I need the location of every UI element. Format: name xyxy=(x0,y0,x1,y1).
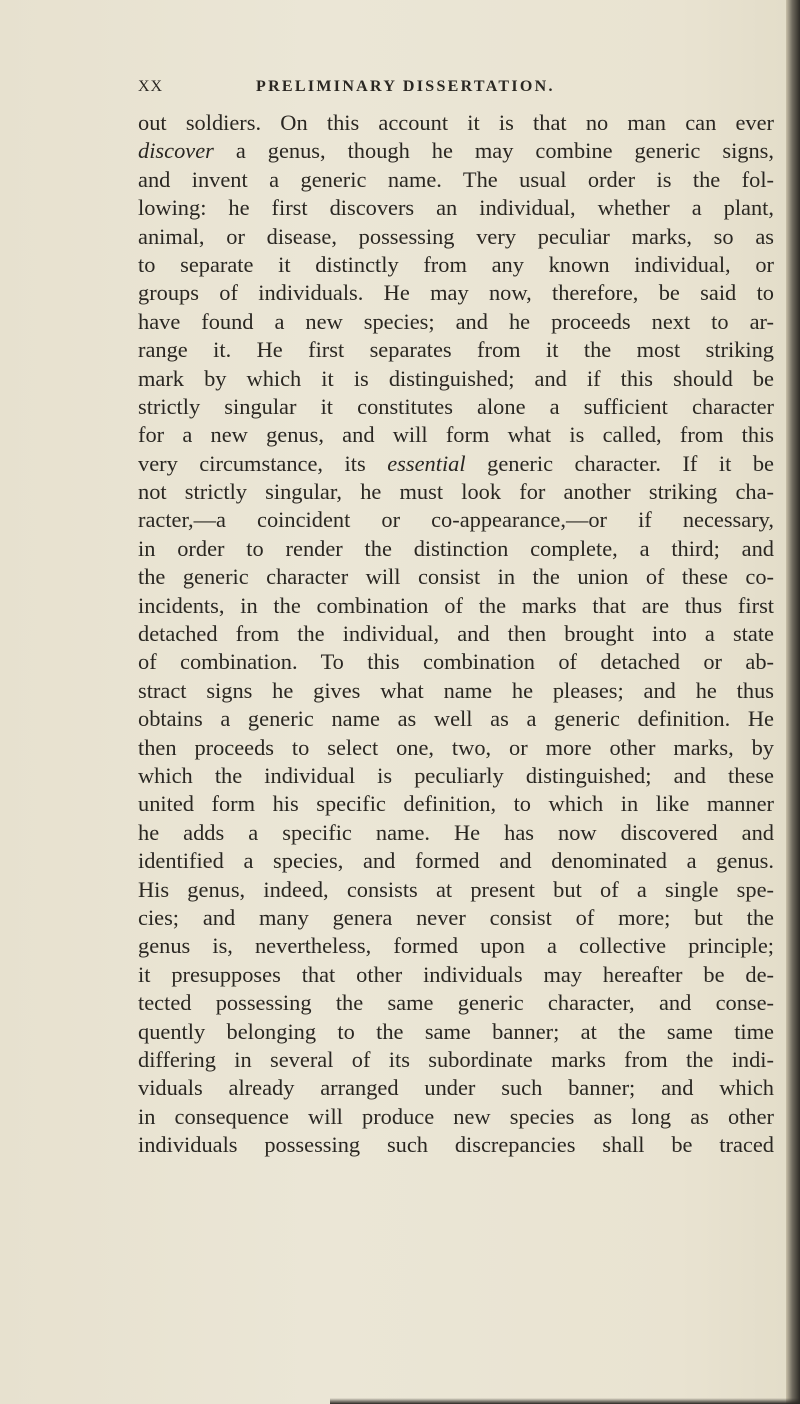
text-line: differing in several of its subordinate marks from the indi- xyxy=(138,1046,774,1072)
text-line: animal, or disease, possessing very peculiar marks, so as xyxy=(138,223,774,249)
text-line: identified a species, and formed and denominated a genus. xyxy=(138,848,774,874)
page-number: XX xyxy=(138,78,164,95)
italic-word-discover: discover xyxy=(138,138,214,164)
text-line: quently belonging to the same banner; at the same time xyxy=(138,1018,774,1044)
text-line: obtains a generic name as well as a generic definition. He xyxy=(138,706,774,732)
page-edge-shadow xyxy=(786,0,800,1404)
text-line-start: very circumstance, its xyxy=(138,450,388,476)
text-line: viduals already arranged under such banner; and which xyxy=(138,1075,774,1101)
text-line: united form his specific definition, to which in like manner xyxy=(138,791,774,817)
text-line: which the individual is peculiarly distinguished; and these xyxy=(138,762,774,788)
italic-word-essential: essential xyxy=(387,450,466,476)
text-line: detached from the individual, and then brought into a state xyxy=(138,621,774,647)
text-line: incidents, in the combination of the marks that are thus first xyxy=(138,592,774,618)
page-bottom-shadow xyxy=(330,1398,800,1404)
text-line: out soldiers. On this account it is that no man can ever xyxy=(138,110,774,135)
text-line xyxy=(138,450,774,478)
text-line: have found a new species; and he proceeds next to ar- xyxy=(138,308,774,334)
text-line: His genus, indeed, consists at present but of a single spe- xyxy=(138,876,774,902)
text-line: in order to render the distinction complete, a third; and xyxy=(138,535,774,561)
text-line: cies; and many genera never consist of more; but the xyxy=(138,904,774,930)
text-line: range it. He first separates from it the most striking xyxy=(138,337,774,363)
body-text xyxy=(138,109,774,1159)
text-line: mark by which it is distinguished; and if this should be xyxy=(138,365,774,391)
text-line-remainder: a genus, though he may combine generic signs, xyxy=(213,138,774,164)
text-line xyxy=(138,137,774,165)
text-line-remainder: generic character. If it be xyxy=(465,450,774,476)
text-line: and invent a generic name. The usual order is the fol- xyxy=(138,166,774,192)
text-line: individuals possessing such discrepancies shall be traced xyxy=(138,1132,774,1158)
text-line: stract signs he gives what name he pleases; and he thus xyxy=(138,677,774,703)
running-head: PRELIMINARY DISSERTATION. xyxy=(256,78,555,95)
text-line: of combination. To this combination of detached or ab- xyxy=(138,649,774,675)
text-line: it presupposes that other individuals may hereafter be de- xyxy=(138,961,774,987)
text-line: he adds a specific name. He has now discovered and xyxy=(138,819,774,845)
text-line: not strictly singular, he must look for another striking cha- xyxy=(138,479,774,505)
text-line: groups of individuals. He may now, therefore, be said to xyxy=(138,280,774,306)
text-line: to separate it distinctly from any known individual, or xyxy=(138,251,774,277)
page-header xyxy=(0,78,800,102)
text-line: lowing: he first discovers an individual, whether a plant, xyxy=(138,195,774,221)
text-line: then proceeds to select one, two, or more other marks, by xyxy=(138,734,774,760)
text-line: tected possessing the same generic character, and conse- xyxy=(138,990,774,1016)
text-line: in consequence will produce new species as long as other xyxy=(138,1103,774,1129)
text-line: strictly singular it constitutes alone a sufficient character xyxy=(138,393,774,419)
text-line: genus is, nevertheless, formed upon a collective principle; xyxy=(138,933,774,959)
text-line: the generic character will consist in the union of these co- xyxy=(138,564,774,590)
text-line: for a new genus, and will form what is called, from this xyxy=(138,422,774,448)
text-line: racter,—a coincident or co-appearance,—or if necessary, xyxy=(138,507,774,533)
